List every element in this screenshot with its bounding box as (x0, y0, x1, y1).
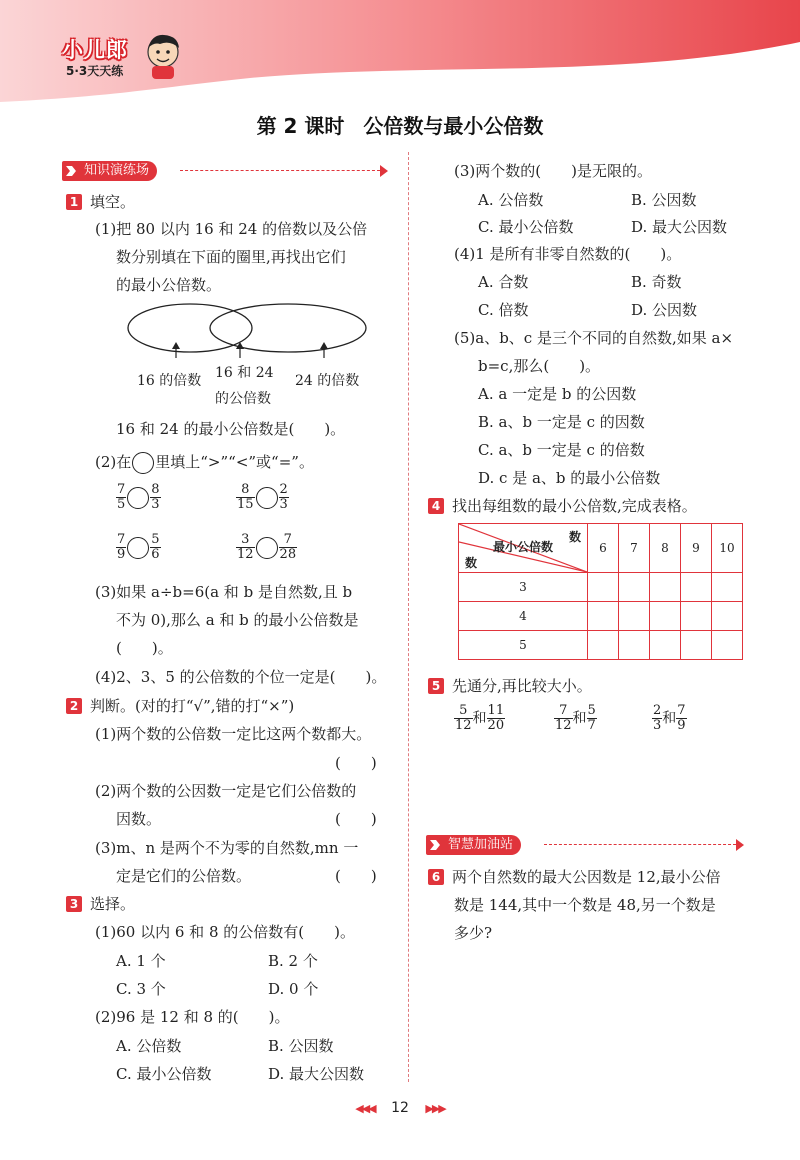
answer-cell[interactable] (619, 631, 650, 660)
q3-number: 3 (66, 896, 82, 912)
q3-part5-line1: (5)a、b、c 是三个不同的自然数,如果 a× (454, 329, 734, 347)
q1-part1-line1: (1)把 80 以内 16 和 24 的倍数以及公倍 (95, 220, 368, 238)
page-footer (0, 1100, 800, 1116)
q3-part3-option-b[interactable]: B. 公因数 (631, 191, 697, 209)
q6-line3: 多少? (454, 924, 493, 942)
answer-circle[interactable] (127, 487, 149, 509)
answer-cell[interactable] (588, 631, 619, 660)
answer-cell[interactable] (681, 631, 712, 660)
q3-part1: (1)60 以内 6 和 8 的公倍数有( )。 (95, 923, 355, 941)
q3-part5-option-d[interactable]: D. c 是 a、b 的最小公倍数 (478, 469, 661, 487)
q2-part2-line1: (2)两个数的公因数一定是它们公倍数的 (95, 782, 357, 800)
compare-item-3: $\frac{7}{9}$ $\frac{5}{6}$ (117, 532, 160, 562)
q1-part2-instruction: (2)在 里填上“>”“<”或“=”。 (95, 451, 314, 474)
q3-part2-option-c[interactable]: C. 最小公倍数 (116, 1065, 212, 1083)
venn-middle-label-2: 的公倍数 (215, 391, 271, 407)
q3-part5-option-b[interactable]: B. a、b 一定是 c 的因数 (478, 413, 645, 431)
q3-part4-option-a[interactable]: A. 合数 (478, 273, 529, 291)
q3-part5-line2: b=c,那么( )。 (478, 357, 601, 375)
table-row (459, 602, 743, 631)
q5-pair-2: $\frac{7}{12}$ 和 $\frac{5}{7}$ (555, 703, 596, 733)
answer-cell[interactable] (650, 602, 681, 631)
section-practice-banner (62, 161, 392, 181)
q1-part3-line2: 不为 0),那么 a 和 b 的最小公倍数是 (116, 611, 359, 629)
corner-label-middle: 最小公倍数 (493, 540, 554, 554)
q3-part3: (3)两个数的( )是无限的。 (454, 162, 652, 180)
answer-cell[interactable] (619, 573, 650, 602)
q3-part1-option-a[interactable]: A. 1 个 (116, 952, 166, 970)
section-challenge-banner (426, 835, 756, 855)
compare-item-2: $\frac{8}{15}$ $\frac{2}{3}$ (237, 482, 288, 512)
compare-item-4: $\frac{3}{12}$ $\frac{7}{28}$ (237, 532, 297, 562)
venn-middle-label-1: 16 和 24 (215, 365, 274, 381)
brand-logo: 小儿郎 (62, 38, 128, 62)
q1-part1-line2: 数分别填在下面的圈里,再找出它们 (116, 248, 346, 266)
col-header: 6 (588, 524, 619, 573)
q4-title: 找出每组数的最小公倍数,完成表格。 (452, 497, 697, 515)
q1-part3-line1: (3)如果 a÷b=6(a 和 b 是自然数,且 b (95, 583, 353, 601)
q3-part2: (2)96 是 12 和 8 的( )。 (95, 1008, 290, 1026)
q3-part5-option-c[interactable]: C. a、b 一定是 c 的倍数 (478, 441, 645, 459)
answer-cell[interactable] (681, 602, 712, 631)
q1-part3-line3: ( )。 (116, 639, 173, 657)
section-practice-title: 知识演练场 (62, 161, 157, 181)
col-header: 8 (650, 524, 681, 573)
q5-number: 5 (428, 678, 444, 694)
q1-part4: (4)2、3、5 的公倍数的个位一定是( )。 (95, 668, 387, 686)
page-title (0, 110, 800, 139)
section-challenge-title: 智慧加油站 (426, 835, 521, 855)
q3-part3-option-c[interactable]: C. 最小公倍数 (478, 218, 574, 236)
q6-line2: 数是 144,其中一个数是 48,另一个数是 (454, 896, 716, 914)
q2-part3-line2: 定是它们的公倍数。 (116, 867, 252, 885)
q4-number: 4 (428, 498, 444, 514)
q4-heading (428, 495, 697, 516)
q5-heading (428, 675, 592, 696)
answer-cell[interactable] (712, 573, 743, 602)
q6-line1: 6 两个自然数的最大公因数是 12,最小公倍 (428, 866, 721, 887)
q2-part2-answer-blank[interactable]: ( ) (335, 810, 377, 828)
q3-part1-option-c[interactable]: C. 3 个 (116, 980, 166, 998)
q2-part3-answer-blank[interactable]: ( ) (335, 867, 377, 885)
answer-cell[interactable] (650, 631, 681, 660)
q3-part1-option-d[interactable]: D. 0 个 (268, 980, 319, 998)
answer-circle[interactable] (256, 487, 278, 509)
q5-title: 先通分,再比较大小。 (452, 677, 592, 695)
prev-arrows-icon: ◀◀◀ (355, 1102, 375, 1115)
corner-label-top: 数 (568, 530, 581, 544)
col-header: 7 (619, 524, 650, 573)
q1-heading (66, 191, 135, 212)
q5-pair-1: $\frac{5}{12}$ 和 $\frac{11}{20}$ (455, 703, 505, 733)
answer-cell[interactable] (712, 631, 743, 660)
q1-part1-answer: 16 和 24 的最小公倍数是( )。 (116, 420, 346, 438)
q3-part2-option-d[interactable]: D. 最大公因数 (268, 1065, 365, 1083)
q5-pair-3: $\frac{2}{3}$ 和 $\frac{7}{9}$ (653, 703, 686, 733)
answer-cell[interactable] (650, 573, 681, 602)
table-header-row (459, 524, 743, 573)
compare-item-1: $\frac{7}{5}$ $\frac{8}{3}$ (117, 482, 160, 512)
q3-part2-option-a[interactable]: A. 公倍数 (116, 1037, 182, 1055)
q3-heading (66, 893, 135, 914)
q2-part1-answer-blank[interactable]: ( ) (335, 754, 377, 772)
q3-part5-option-a[interactable]: A. a 一定是 b 的公因数 (478, 385, 637, 403)
column-divider (408, 152, 409, 1082)
table-corner-cell (459, 524, 588, 573)
q3-part4-option-b[interactable]: B. 奇数 (631, 273, 682, 291)
q3-part4: (4)1 是所有非零自然数的( )。 (454, 245, 682, 263)
q3-title: 选择。 (90, 895, 136, 913)
answer-circle[interactable] (256, 537, 278, 559)
venn-diagram (120, 300, 380, 360)
venn-left-label: 16 的倍数 (137, 373, 202, 389)
answer-cell[interactable] (619, 602, 650, 631)
lesson-topic: 公倍数与最小公倍数 (363, 114, 544, 138)
mascot-icon (140, 30, 186, 80)
brand-subtitle: 5·3天天练 (66, 64, 124, 78)
row-header: 5 (459, 631, 588, 660)
answer-cell[interactable] (588, 573, 619, 602)
q3-part2-option-b[interactable]: B. 公因数 (268, 1037, 334, 1055)
q1-number: 1 (66, 194, 82, 210)
lcm-table (458, 523, 743, 660)
q2-title: 判断。(对的打“√”,错的打“×”) (90, 697, 295, 715)
q2-part2-line2: 因数。 (116, 810, 162, 828)
corner-label-bottom: 数 (465, 556, 478, 570)
next-arrows-icon: ▶▶▶ (425, 1102, 445, 1115)
q2-part3-line1: (3)m、n 是两个不为零的自然数,mn 一 (95, 839, 359, 857)
q2-heading (66, 695, 294, 716)
q2-number: 2 (66, 698, 82, 714)
col-header: 10 (712, 524, 743, 573)
answer-cell[interactable] (681, 573, 712, 602)
answer-circle[interactable] (127, 537, 149, 559)
q1-title: 填空。 (90, 193, 136, 211)
venn-right-label: 24 的倍数 (295, 373, 360, 389)
q3-part3-option-a[interactable]: A. 公倍数 (478, 191, 544, 209)
row-header: 4 (459, 602, 588, 631)
table-row (459, 631, 743, 660)
col-header: 9 (681, 524, 712, 573)
answer-cell[interactable] (588, 602, 619, 631)
q2-part1: (1)两个数的公倍数一定比这两个数都大。 (95, 725, 372, 743)
q3-part1-option-b[interactable]: B. 2 个 (268, 952, 318, 970)
compare-circle-icon (132, 452, 154, 474)
table-row (459, 573, 743, 602)
q3-part4-option-d[interactable]: D. 公因数 (631, 301, 698, 319)
q1-part1-line3: 的最小公倍数。 (116, 276, 222, 294)
lesson-number: 第 2 课时 (256, 114, 345, 138)
q6-number: 6 (428, 869, 444, 885)
row-header: 3 (459, 573, 588, 602)
venn-right-circle (210, 304, 366, 352)
q3-part3-option-d[interactable]: D. 最大公因数 (631, 218, 728, 236)
q3-part4-option-c[interactable]: C. 倍数 (478, 301, 529, 319)
answer-cell[interactable] (712, 602, 743, 631)
page-number: 12 (391, 1100, 409, 1116)
